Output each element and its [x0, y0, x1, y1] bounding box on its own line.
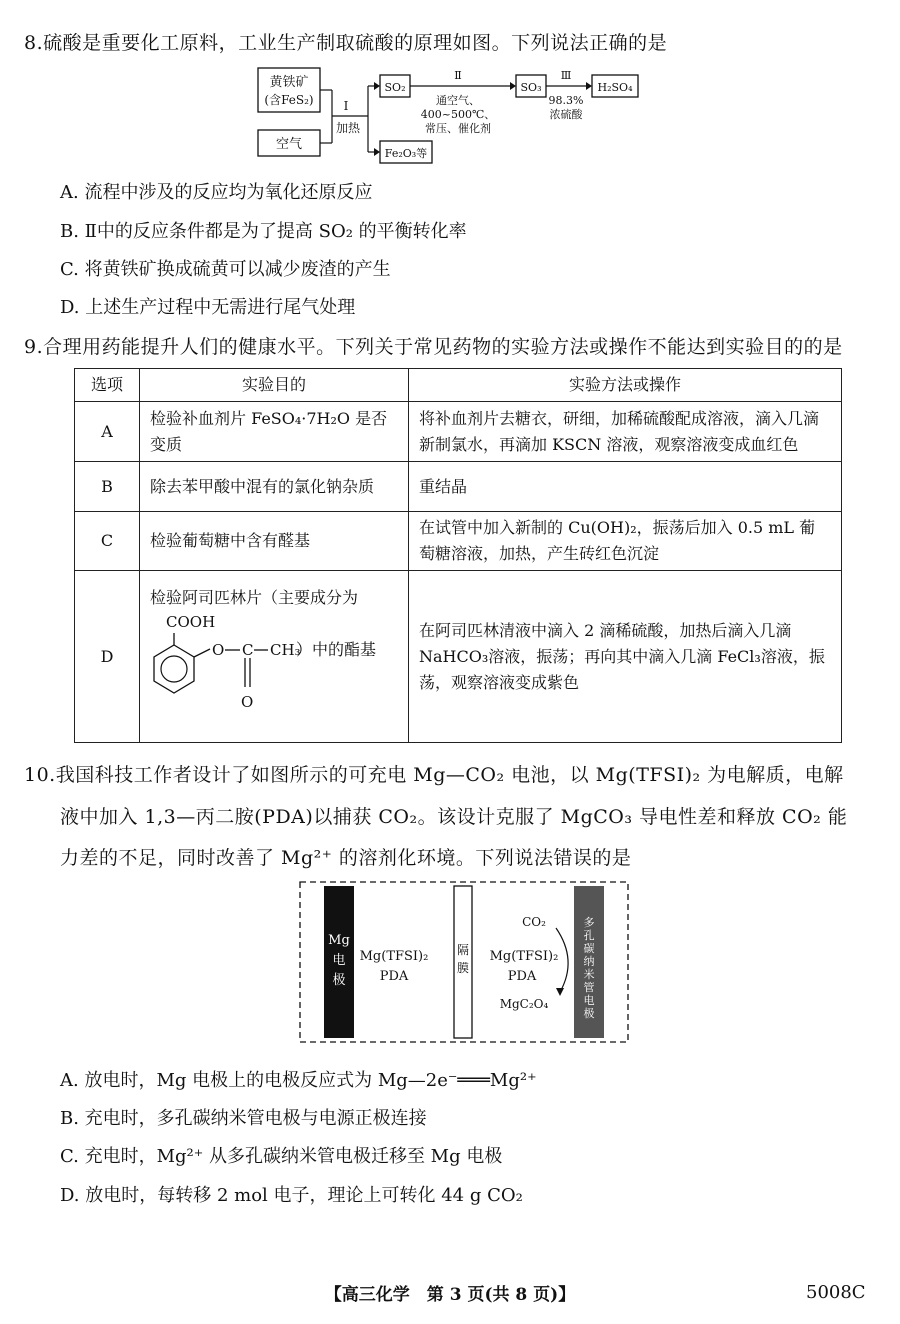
- row-d-purpose-post: ）中的酯基: [296, 640, 377, 659]
- step1-label: Ⅰ: [343, 99, 349, 113]
- q9-table: [74, 368, 842, 743]
- mg-electrode-label-3: 极: [332, 973, 346, 988]
- row-a-purpose: 检验补血剂片 FeSO₄·7H₂O 是否变质: [140, 402, 409, 462]
- struct-c: C: [242, 641, 254, 659]
- right-electrolyte-2: PDA: [507, 969, 537, 984]
- q10-option-a: A. 放电时，Mg 电极上的电极反应式为 Mg—2e⁻═══Mg²⁺: [60, 1070, 537, 1091]
- carbon-label-4: 纳: [583, 955, 595, 968]
- mgc2o4-label: MgC₂O₄: [499, 997, 549, 1011]
- row-d-method: 在阿司匹林清液中滴入 2 滴稀硫酸，加热后滴入几滴 NaHCO₃溶液，振荡；再向其中滴入几滴 FeCl₃溶液，振荡，观察溶液变成紫色: [409, 571, 842, 743]
- left-electrolyte-1: Mg(TFSI)₂: [359, 949, 429, 964]
- q10-line3: 力差的不足，同时改善了 Mg²⁺ 的溶剂化环境。下列说法错误的是: [60, 847, 632, 869]
- q8-option-b: B. Ⅱ中的反应条件都是为了提高 SO₂ 的平衡转化率: [60, 221, 467, 242]
- q8-option-c: C. 将黄铁矿换成硫黄可以减少废渣的产生: [60, 259, 391, 280]
- step3-label: Ⅲ: [560, 69, 572, 82]
- row-d-purpose: [140, 571, 409, 743]
- header-purpose: 实验目的: [140, 369, 409, 402]
- step2-label: Ⅱ: [454, 69, 462, 82]
- carbon-label-2: 孔: [583, 929, 595, 942]
- row-b-method: 重结晶: [409, 462, 842, 512]
- carbon-label-6: 管: [583, 981, 595, 994]
- q8-option-a: A. 流程中涉及的反应均为氧化还原反应: [60, 182, 373, 203]
- header-option: 选项: [75, 369, 140, 402]
- step3-cond1: 98.3%: [548, 94, 584, 107]
- carbon-label-8: 极: [583, 1007, 595, 1020]
- step2-cond1: 通空气、: [436, 94, 480, 107]
- struct-o1: O: [212, 641, 225, 659]
- step2-cond3: 常压、催化剂: [425, 122, 491, 135]
- membrane-label-1: 隔: [456, 943, 470, 957]
- mg-electrode-label-1: Mg: [328, 933, 350, 948]
- row-b-purpose: 除去苯甲酸中混有的氯化钠杂质: [140, 462, 409, 512]
- q8-stem: 8.硫酸是重要化工原料，工业生产制取硫酸的原理如图。下列说法正确的是: [24, 32, 668, 54]
- struct-ch3: CH₃: [270, 641, 301, 659]
- left-electrolyte-2: PDA: [379, 969, 409, 984]
- membrane-label-2: 膜: [456, 961, 470, 975]
- struct-o2: O: [241, 693, 254, 711]
- right-electrolyte-1: Mg(TFSI)₂: [489, 949, 559, 964]
- pyrite-label: 黄铁矿: [269, 75, 309, 90]
- q8-flow-diagram: [250, 64, 650, 176]
- fe-label: Fe₂O₃等: [384, 147, 428, 160]
- table-row: [75, 402, 842, 462]
- table-header-row: [75, 369, 842, 402]
- so3-label: SO₃: [520, 81, 542, 94]
- row-b-option: B: [75, 462, 140, 512]
- q10-battery-diagram: [298, 880, 632, 1046]
- table-row: [75, 571, 842, 743]
- table-row: [75, 512, 842, 571]
- row-c-option: C: [75, 512, 140, 571]
- step2-cond2: 400~500℃、: [420, 108, 496, 121]
- table-row: [75, 462, 842, 512]
- h2so4-label: H₂SO₄: [597, 81, 633, 94]
- page-footer: 【高三化学 第 3 页(共 8 页)】: [324, 1285, 576, 1305]
- row-c-method: 在试管中加入新制的 Cu(OH)₂，振荡后加入 0.5 mL 葡萄糖溶液，加热，产生砖红色沉淀: [409, 512, 842, 571]
- carbon-label-1: 多: [583, 916, 595, 929]
- pyrite-sub-label: (含FeS₂): [264, 93, 314, 107]
- so2-label: SO₂: [384, 81, 406, 94]
- q10-option-d: D. 放电时，每转移 2 mol 电子，理论上可转化 44 g CO₂: [60, 1185, 523, 1206]
- row-d-option: D: [75, 571, 140, 743]
- carbon-label-3: 碳: [583, 942, 595, 955]
- step1-cond: 加热: [335, 121, 361, 135]
- co2-label: CO₂: [522, 915, 546, 929]
- header-method: 实验方法或操作: [409, 369, 842, 402]
- q9-stem: 9.合理用药能提升人们的健康水平。下列关于常见药物的实验方法或操作不能达到实验目的的是: [24, 336, 843, 358]
- aspirin-structure: [144, 611, 394, 729]
- q8-option-d: D. 上述生产过程中无需进行尾气处理: [60, 297, 356, 318]
- q10-option-c: C. 充电时，Mg²⁺ 从多孔碳纳米管电极迁移至 Mg 电极: [60, 1146, 503, 1167]
- air-label: 空气: [275, 137, 303, 152]
- row-a-option: A: [75, 402, 140, 462]
- q10-option-b: B. 充电时，多孔碳纳米管电极与电源正极连接: [60, 1108, 427, 1129]
- mg-electrode-label-2: 电: [332, 953, 346, 968]
- step3-cond2: 浓硫酸: [549, 108, 583, 121]
- row-d-purpose-pre: 检验阿司匹林片（主要成分为: [150, 588, 359, 607]
- q10-line2: 液中加入 1,3—丙二胺(PDA)以捕获 CO₂。该设计克服了 MgCO₃ 导电性差和释放 CO₂ 能: [60, 806, 848, 828]
- carbon-label-7: 电: [583, 994, 595, 1007]
- q10-line1: 10.我国科技工作者设计了如图所示的可充电 Mg—CO₂ 电池，以 Mg(TFSI)₂ 为电解质，电解: [24, 764, 844, 786]
- carbon-label-5: 米: [583, 968, 595, 981]
- struct-cooh: COOH: [166, 613, 216, 631]
- row-c-purpose: 检验葡萄糖中含有醛基: [140, 512, 409, 571]
- row-a-method: 将补血剂片去糖衣，研细，加稀硫酸配成溶液，滴入几滴新制氯水，再滴加 KSCN 溶液，观察溶液变成血红色: [409, 402, 842, 462]
- paper-code: 5008C: [806, 1282, 866, 1303]
